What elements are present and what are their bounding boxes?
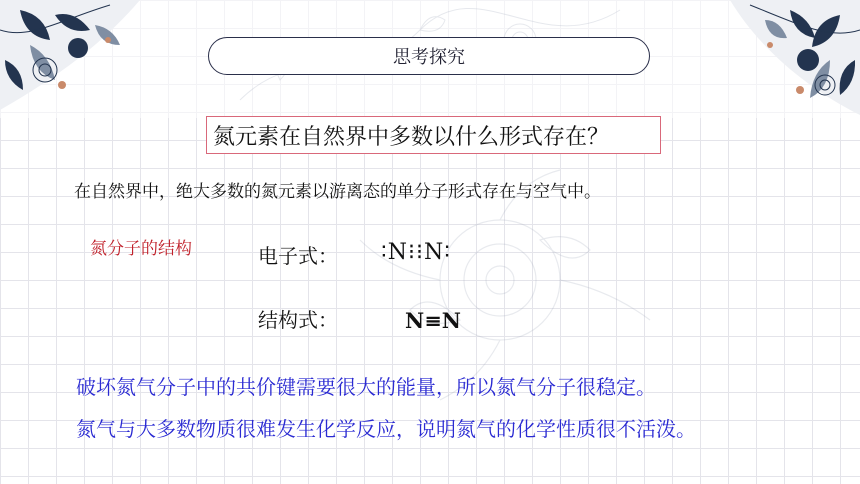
structural-formula-label: 结构式： bbox=[258, 308, 338, 332]
floral-corner-top-right bbox=[730, 0, 860, 115]
structure-heading: 氮分子的结构 bbox=[90, 239, 192, 259]
question-box bbox=[206, 116, 661, 154]
floral-corner-top-left bbox=[0, 0, 140, 110]
conclusion-line-2: 氮气与大多数物质很难发生化学反应，说明氮气的化学性质很不活泼。 bbox=[76, 417, 696, 441]
structural-formula: N≡N bbox=[405, 308, 461, 333]
electron-formula: ∶N⁝⁝N∶ bbox=[381, 240, 451, 265]
electron-formula-label: 电子式： bbox=[258, 244, 338, 268]
question-text: 氮元素在自然界中多数以什么形式存在？ bbox=[213, 124, 610, 150]
conclusion-line-1: 破坏氮气分子中的共价键需要很大的能量，所以氮气分子很稳定。 bbox=[76, 375, 656, 399]
answer-text: 在自然界中，绝大多数的氮元素以游离态的单分子形式存在与空气中。 bbox=[74, 182, 601, 202]
section-title: 思考探究 bbox=[208, 37, 650, 75]
